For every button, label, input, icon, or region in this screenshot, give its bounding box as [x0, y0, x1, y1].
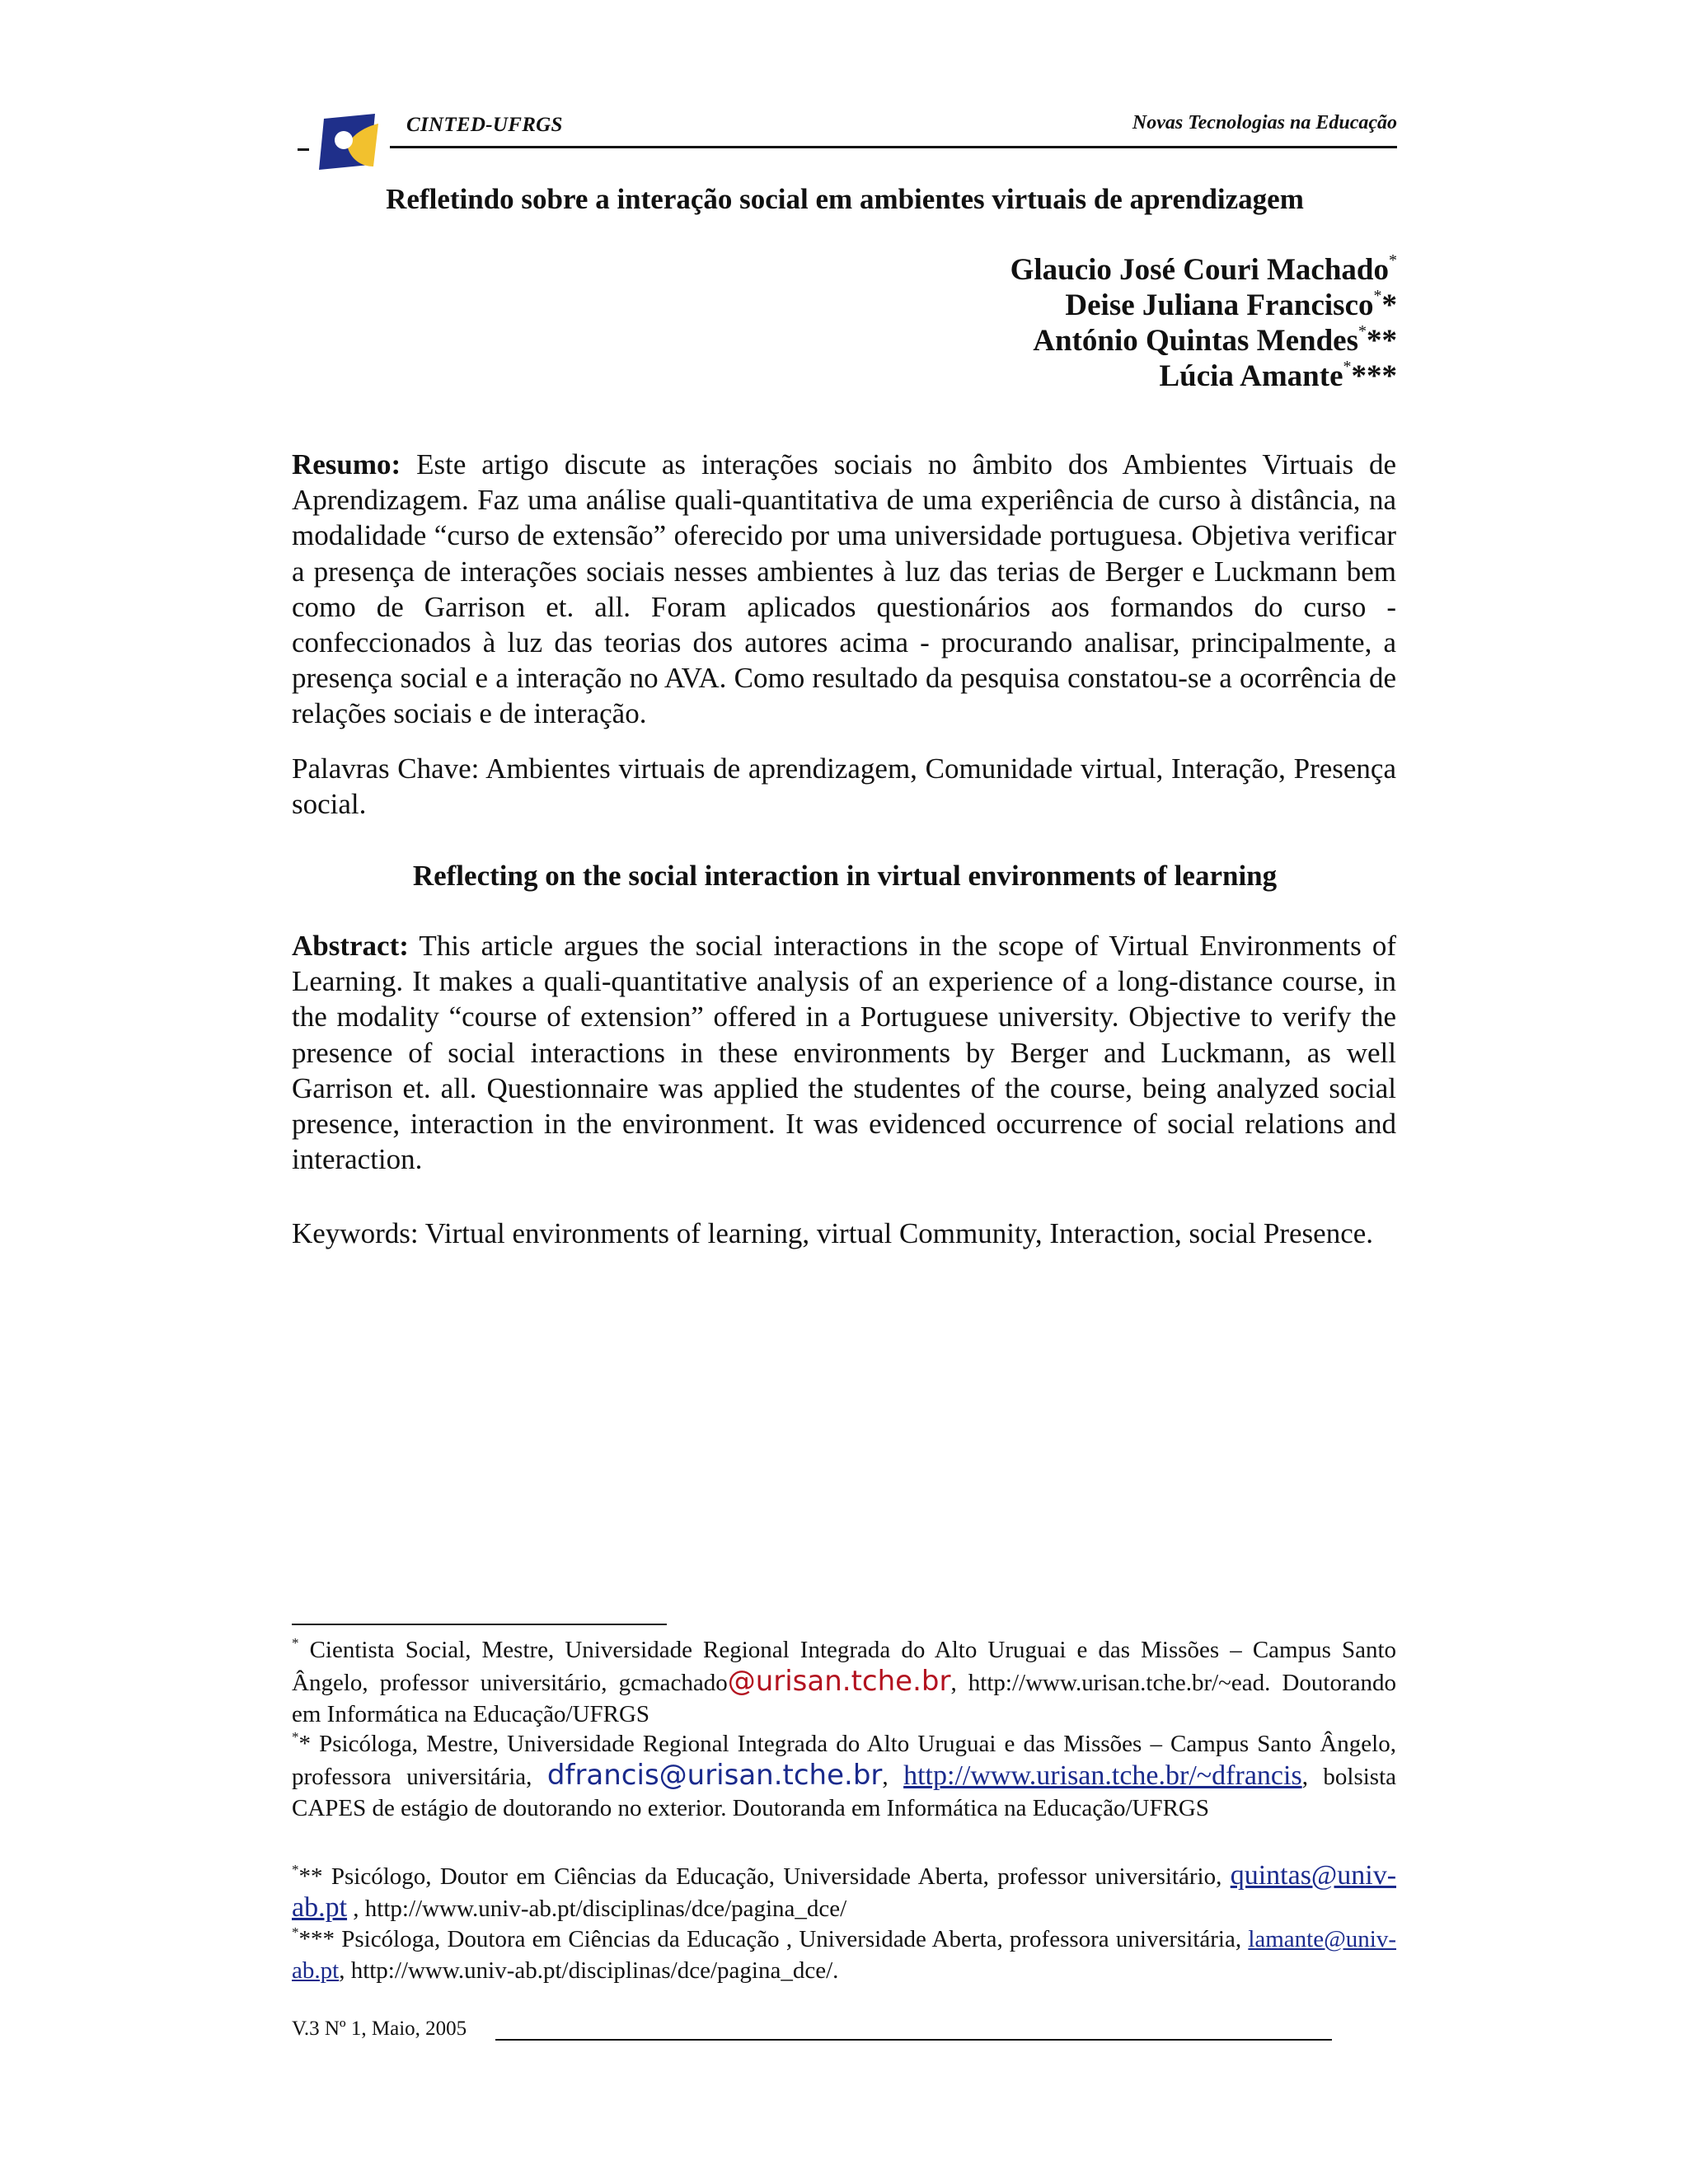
footnote-marker: * [292, 1635, 299, 1651]
footnote-email-link[interactable]: dfrancis@urisan.tche.br [546, 1759, 883, 1792]
footnote-email-link[interactable]: quintas@univ-ab.pt [292, 1860, 1397, 1923]
author-line [655, 288, 1397, 323]
author-name: Glaucio José Couri Machado [1010, 253, 1389, 287]
header-dash [298, 148, 309, 151]
author-footnote-marker: * [1389, 251, 1397, 269]
header-rule [390, 146, 1397, 148]
footnote-4 [292, 1924, 1396, 1986]
running-header [293, 105, 1397, 173]
footnote-mark: *** [298, 1926, 335, 1952]
footnote-rule [292, 1624, 667, 1625]
footnote-email-link[interactable]: lamante@univ-ab.pt [292, 1926, 1397, 1984]
footnote-email-link[interactable]: @urisan.tche.br [727, 1665, 951, 1698]
author-footnote-marker: * [1358, 322, 1367, 340]
footnote-text: Cientista Social, Mestre, Universidade Regional Integrada do Alto Uruguai e das Missões – Campus Santo Ângelo, professor universitário, gcmachado [292, 1637, 1396, 1696]
footnote-text: Psicóloga, Doutora em Ciências da Educação , Universidade Aberta, professora universitária, [341, 1926, 1242, 1952]
footnote-3 [292, 1860, 1396, 1924]
author-line [655, 323, 1397, 359]
footnote-1 [292, 1634, 1396, 1730]
author-name: António Quintas Mendes [1033, 324, 1358, 358]
palavras-chave: Palavras Chave: Ambientes virtuais de aprendizagem, Comunidade virtual, Interação, Presença social. [292, 752, 1396, 821]
footer-rule [495, 2039, 1332, 2041]
resumo-label: Resumo: [292, 448, 401, 480]
footnote-mark: ** [298, 1863, 323, 1890]
abstract-text: This article argues the social interactions in the scope of Virtual Environments of Learning. It makes a quali-quantitative analysis of an experience of a long-distance course, in the modality “course of extension” offered in a Portuguese university. Objective to verify the presence of social interactions in these environments by Berger and Luckmann, as well Garrison et. all. Questionnaire was applied the studentes of the course, being analyzed social presence, interaction in the environment. It was evidenced occurrence of social relations and interaction. [292, 930, 1397, 1176]
author-list [655, 252, 1397, 394]
paper-title-en: Reflecting on the social interaction in virtual environments of learning [412, 860, 1278, 892]
footnote-marker: * [292, 1924, 299, 1940]
footnote-2: ** Psicóloga, Mestre, Universidade Regional Integrada do Alto Uruguai e das Missões – Campus Santo Ângelo, professora universitária, dfrancis@urisan.tche.br, http://www.urisan.tche.br/~dfrancis, bolsista CAPES de estágio de doutorando no exterior. Doutoranda em Informática na Educação/UFRGS [292, 1729, 1397, 1821]
author-footnote-marker: * [1373, 287, 1382, 305]
footnote-text: Psicóloga, Mestre, Universidade Regional Integrada do Alto Uruguai e das Missões – Campus Santo Ângelo, professora universitária, [292, 1731, 1396, 1790]
resumo-text: Este artigo discute as interações sociais no âmbito dos Ambientes Virtuais de Aprendizagem. Faz uma análise quali-quantitativa de uma experiência de curso à distância, na modalidade “curso de extensão” oferecido por uma universidade portuguesa. Objetiva verificar a presença de interações sociais nesses ambientes à luz das terias de Berger e Luckmann bem como de Garrison et. all. Foram aplicados questionários aos formandos do curso - confeccionados à luz das teorias dos autores acima - procurando analisar, principalmente, a presença social e a interação no AVA. Como resultado da pesquisa constatou-se a ocorrência de relações sociais e de interação. [292, 448, 1396, 730]
header-journal-org: CINTED-UFRGS [406, 114, 563, 136]
resumo-paragraph [292, 447, 1396, 732]
author-name: Deise Juliana Francisco [1065, 288, 1374, 322]
abstract-paragraph [292, 928, 1396, 1177]
footnote-mark: * [298, 1731, 311, 1757]
author-line [655, 359, 1397, 394]
author-mark: *** [1351, 359, 1397, 393]
cinted-logo-icon [316, 112, 383, 173]
author-mark: ** [1367, 324, 1397, 358]
footnote-text: Psicólogo, Doutor em Ciências da Educação, Universidade Aberta, professor universitário, [331, 1863, 1222, 1890]
abstract-label: Abstract: [292, 930, 409, 962]
header-journal-name: Novas Tecnologias na Educação [1132, 112, 1397, 134]
issue-info: V.3 Nº 1, Maio, 2005 [292, 2018, 467, 2040]
author-line [655, 252, 1397, 288]
footnote-marker: * [292, 1862, 299, 1877]
keywords: Keywords: Virtual environments of learning, virtual Community, Interaction, social Presence. [292, 1217, 1374, 1249]
footnote-url-link[interactable]: http://www.urisan.tche.br/~dfrancis [903, 1760, 1302, 1791]
footnote-text: , http://www.univ-ab.pt/disciplinas/dce/pagina_dce/. [339, 1957, 839, 1984]
paper-title-pt: Refletindo sobre a interação social em ambientes virtuais de aprendizagem [386, 183, 1304, 215]
author-mark: * [1381, 288, 1397, 322]
footnote-marker: * [292, 1729, 299, 1745]
footnote-text: , http://www.univ-ab.pt/disciplinas/dce/pagina_dce/ [347, 1896, 847, 1922]
footnote-text: , http://www.urisan.tche.br/~ead. Doutorando em Informática na Educação/UFRGS [292, 1670, 1396, 1727]
footnote-text: , bolsista CAPES de estágio de doutorando no exterior. Doutoranda em Informática na Educação/UFRGS [292, 1764, 1397, 1821]
author-name: Lúcia Amante [1159, 359, 1343, 393]
author-footnote-marker: * [1343, 358, 1352, 376]
